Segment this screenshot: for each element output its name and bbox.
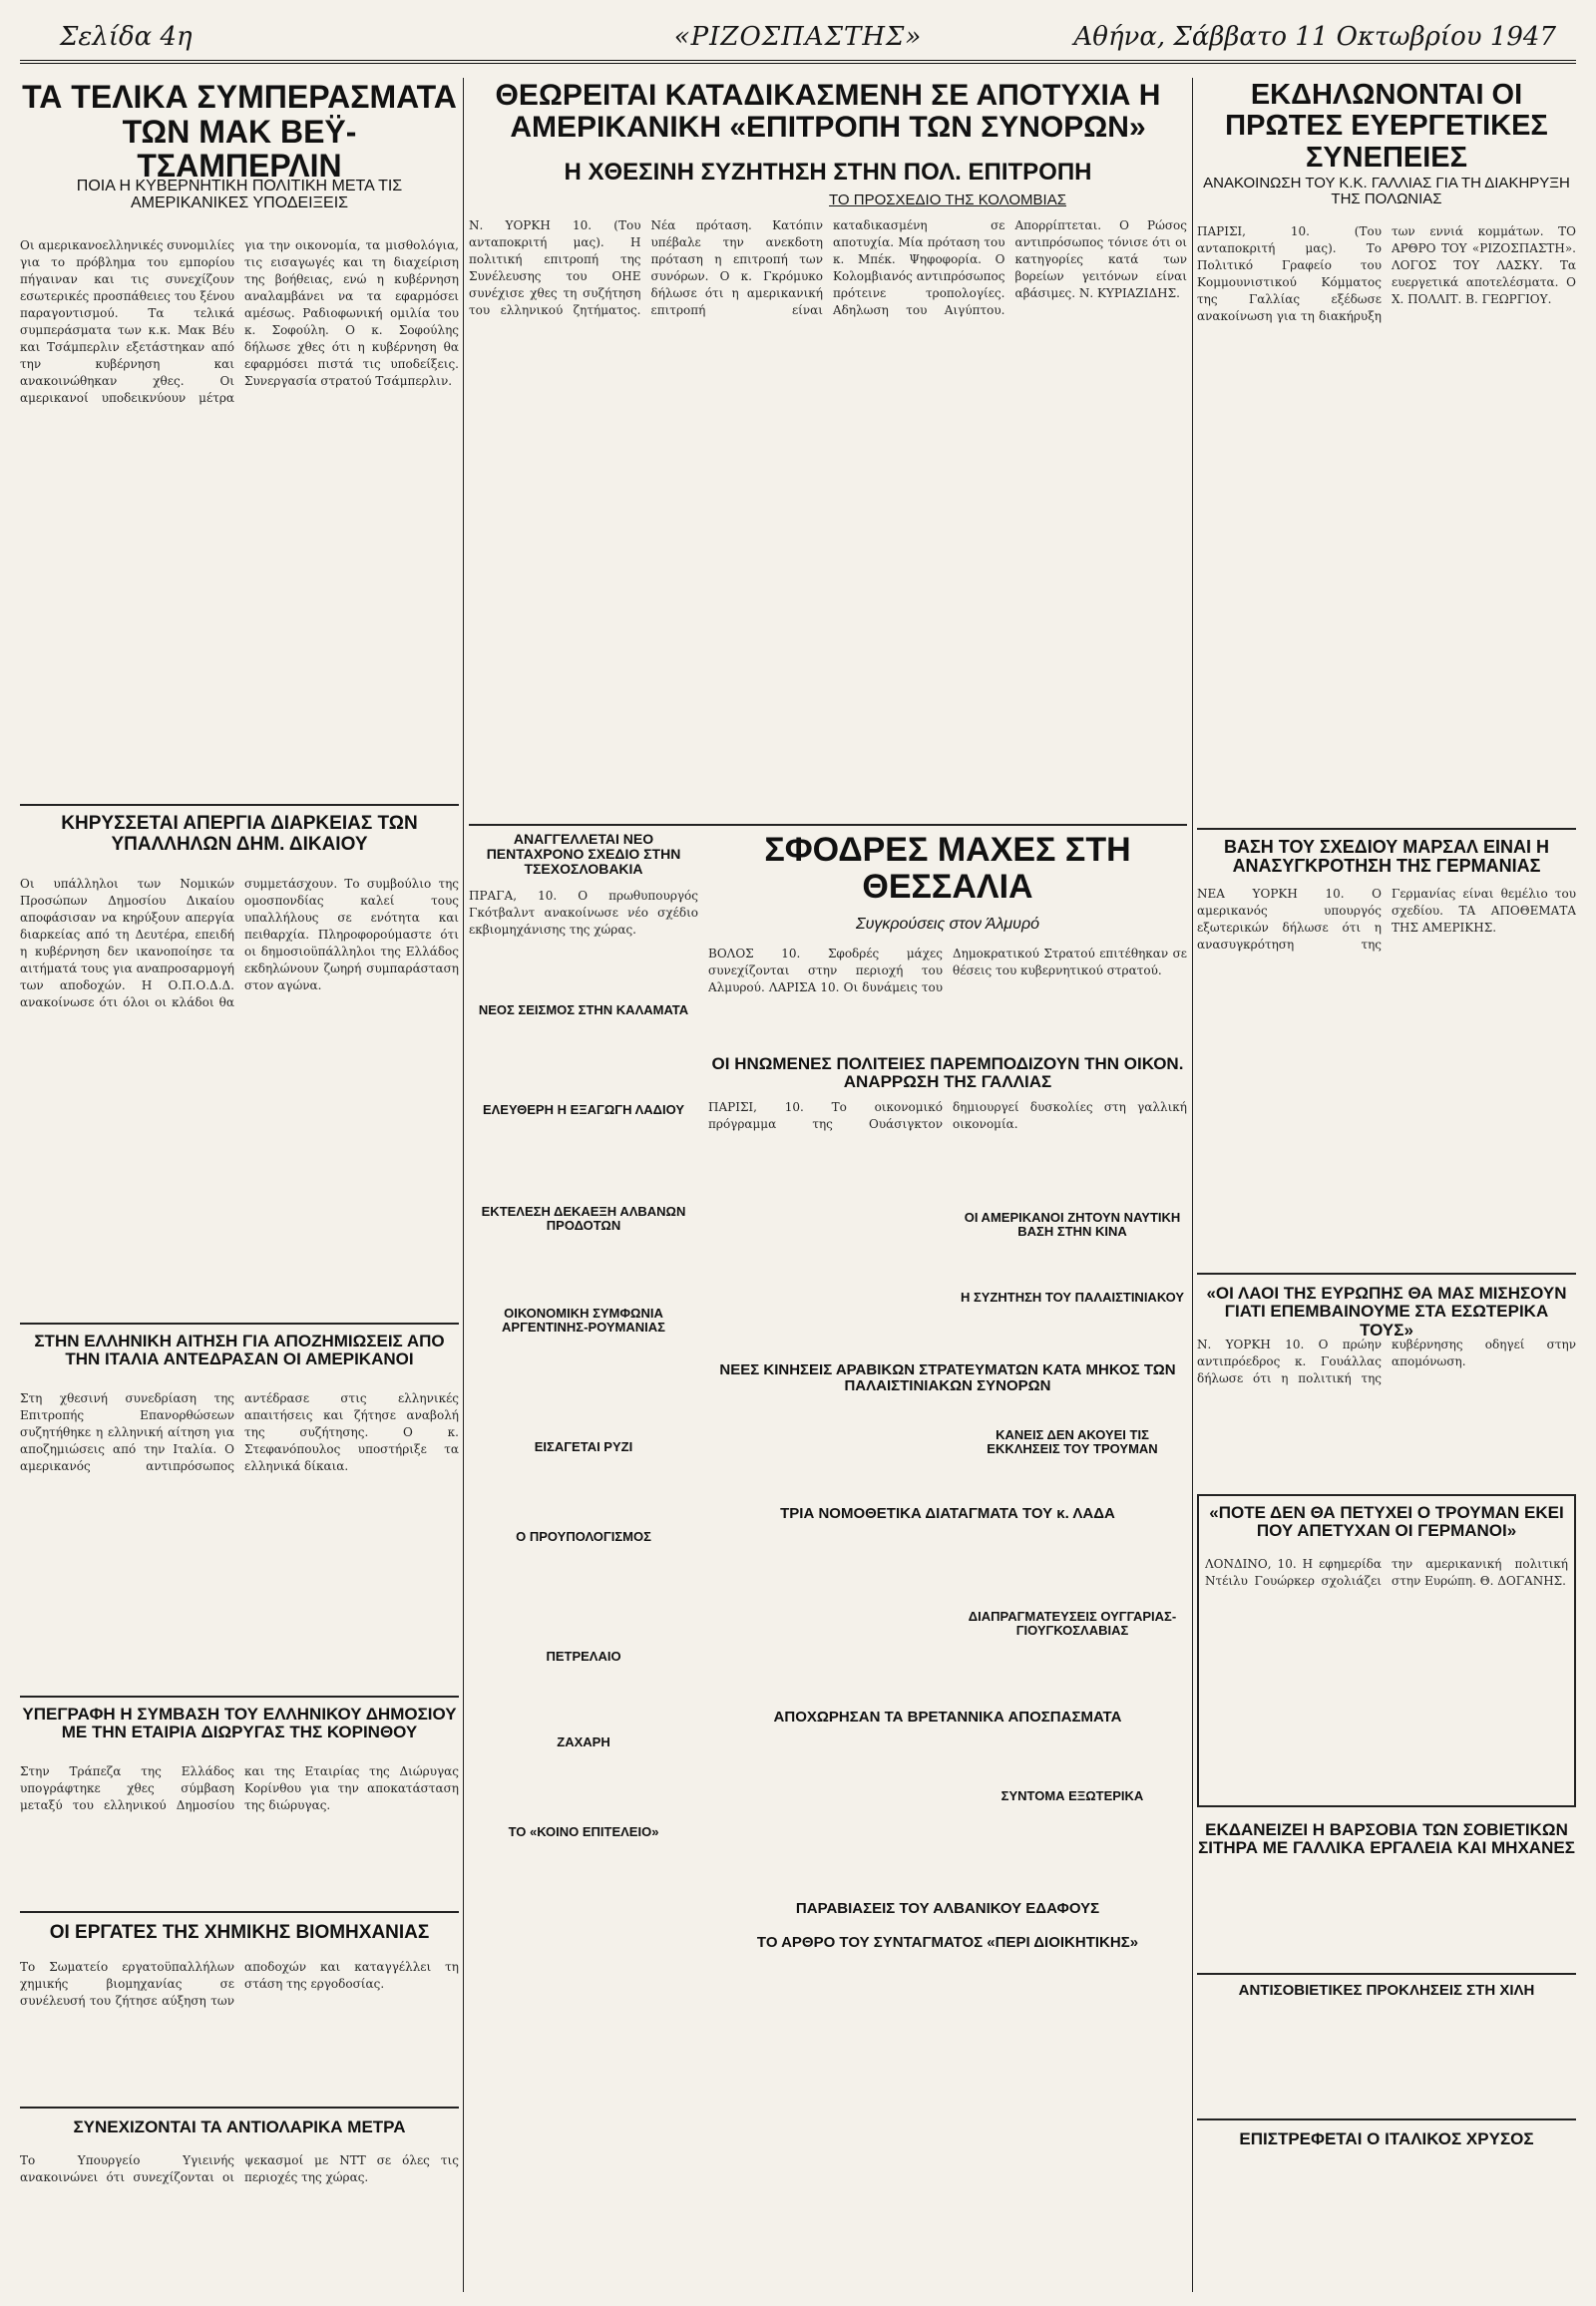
subheadline: ΑΝΑΚΟΙΝΩΣΗ ΤΟΥ Κ.Κ. ΓΑΛΛΙΑΣ ΓΙΑ ΤΗ ΔΙΑΚΗΡΥΞΗ ΤΗΣ ΠΟΛΩΝΙΑΣ	[1203, 175, 1570, 208]
headline-constitution-article: ΤΟ ΑΡΘΡΟ ΤΟΥ ΣΥΝΤΑΓΜΑΤΟΣ «ΠΕΡΙ ΔΙΟΙΚΗΤΙΚΗΣ»	[756, 1934, 1139, 1951]
divider	[20, 1323, 459, 1325]
article-body: ΠΑΡΙΣΙ, 10. Το οικονομικό πρόγραμμα της Ουάσιγκτον δημιουργεί δυσκολίες στη γαλλική οικονομία.	[708, 1100, 1187, 1131]
headline-czech-plan: ΑΝΑΓΓΕΛΛΕΤΑΙ ΝΕΟ ΠΕΝΤΑΧΡΟΝΟ ΣΧΕΔΙΟ ΣΤΗΝ ΤΣΕΧΟΣΛΟΒΑΚΙΑ	[486, 831, 681, 878]
headline-chemical-workers: ΟΙ ΕΡΓΑΤΕΣ ΤΗΣ ΧΗΜΙΚΗΣ ΒΙΟΜΗΧΑΝΙΑΣ	[49, 1922, 430, 1943]
headline-chile: ΑΝΤΙΣΟΒΙΕΤΙΚΕΣ ΠΡΟΚΛΗΣΕΙΣ ΣΤΗ ΧΙΛΗ	[1238, 1982, 1535, 1999]
center-subcolumn-left	[469, 832, 698, 2298]
headline-thessaly-battles: ΣΦΟΔΡΕΣ ΜΑΧΕΣ ΣΤΗ ΘΕΣΣΑΛΙΑ	[764, 831, 1131, 906]
article-body: Το Σωματείο εργατοϋπαλλήλων χημικής βιομηχανίας σε συνέλευσή του ζήτησε αύξηση των αποδοχών και καταγγέλλει τη στάση της εργοδοσίας.	[20, 1960, 459, 2008]
article-body: ΝΕΑ ΥΟΡΚΗ 10. Ο αμερικανός υπουργός εξωτερικών δήλωσε ότι η ανασυγκρότηση της Γερμανίας είναι θεμέλιο του σχεδίου. ΤΑ ΑΠΟΘΕΜΑΤΑ ΤΗΣ ΑΜΕΡΙΚΗΣ.	[1197, 887, 1576, 952]
column-left	[20, 78, 459, 2302]
center-subcolumn-right	[708, 832, 1187, 2298]
boxed-article	[1197, 1494, 1576, 1807]
headline-antimalaria: ΣΥΝΕΧΙΖΟΝΤΑΙ ΤΑ ΑΝΤΙΟΛΑΡΙΚΑ ΜΕΤΡΑ	[73, 2117, 406, 2136]
headline-rice: ΕΙΣΑΓΕΤΑΙ ΡΥΖΙ	[534, 1439, 633, 1454]
column-divider	[1192, 78, 1193, 2292]
headline-british-detachments: ΑΠΟΧΩΡΗΣΑΝ ΤΑ ΒΡΕΤΑΝΝΙΚΑ ΑΠΟΣΠΑΣΜΑΤΑ	[773, 1709, 1122, 1726]
article-body: ΠΡΑΓΑ, 10. Ο πρωθυπουργός Γκότβαλντ ανακοίνωσε νέο σχέδιο εκβιομηχάνισης της χώρας.	[469, 889, 698, 937]
article-body: Το Υπουργείο Υγιεινής ανακοινώνει ότι συνεχίζονται οι ψεκασμοί με ΝΤΤ σε όλες τις περιοχές της χώρας.	[20, 2153, 459, 2184]
column-center	[469, 78, 1187, 2302]
article-body: ΛΟΝΔΙΝΟ, 10. Η εφημερίδα Ντέιλυ Γουώρκερ σχολιάζει την αμερικανική πολιτική στην Ευρώπη. Θ. ΔΟΓΑΝΗΣ.	[1205, 1557, 1568, 1588]
kicker: ΤΟ ΠΡΟΣΧΕΔΙΟ ΤΗΣ ΚΟΛΟΜΒΙΑΣ	[829, 192, 1066, 208]
article-body: Στην Τράπεζα της Ελλάδος υπογράφτηκε χθες σύμβαση μεταξύ του ελληνικού Δημοσίου και της Εταιρίας της Διώρυγας Κορίνθου για την αποκατάσταση της διώρυγας.	[20, 1764, 459, 1812]
headline-earthquake: ΝΕΟΣ ΣΕΙΣΜΟΣ ΣΤΗΝ ΚΑΛΑΜΑΤΑ	[478, 1002, 689, 1017]
article-body: ΠΑΡΙΣΙ, 10. (Του ανταποκριτή μας). Το Πολιτικό Γραφείο του Κομμουνιστικού Κόμματος της Γαλλίας εξέδωσε ανακοίνωση για τη διακήρυξη των εννιά κομμάτων. ΤΟ ΑΡΘΡΟ ΤΟΥ «ΡΙΖΟΣΠΑΣΤΗ». ΛΟΓΟΣ ΤΟΥ ΛΑΣΚΥ. Τα ευεργετικά αποτελέσματα. Ο Χ. ΠΟΛΛΙΤ. Β. ΓΕΩΡΓΙΟΥ.	[1197, 224, 1576, 323]
subheadline: ΠΟΙΑ Η ΚΥΒΕΡΝΗΤΙΚΗ ΠΟΛΙΤΙΚΗ ΜΕΤΑ ΤΙΣ ΑΜΕΡΙΚΑΝΙΚΕΣ ΥΠΟΔΕΙΞΕΙΣ	[76, 178, 403, 212]
headline-oil-export: ΕΛΕΥΘΕΡΗ Η ΕΞΑΓΩΓΗ ΛΑΔΙΟΥ	[482, 1102, 685, 1117]
divider	[20, 804, 459, 806]
article-body: Ν. ΥΟΡΚΗ 10. (Του ανταποκριτή μας). Η πολιτική επιτροπή της Συνέλευσης του ΟΗΕ συνέχισε χθες τη συζήτηση του ελληνικού ζητήματος. Νέα πρόταση. Κατόπιν υπέβαλε την ανεκδοτη πρόταση η επιτροπή των συνόρων. Ο κ. Γκρόμυκο δήλωσε ότι η αμερικανική επιτροπή είναι καταδικασμένη σε αποτυχία. Μία πρόταση του κ. Μπέκ. Ψηφοφορία. Ο Κολομβιανός αντιπρόσωπος πρότεινε τροπολογίες. Αδηλωση του Αιγύπτου. Απορρίπτεται. Ο Ρώσος αντιπρόσωπος τόνισε ότι οι κατηγορίες κατά των βορείων γειτόνων είναι αβάσιμες. Ν. ΚΥΡΙΑΖΙΔΗΣ.	[469, 218, 1187, 317]
divider	[1197, 828, 1576, 830]
headline-hungary-yugoslavia: ΔΙΑΠΡΑΓΜΑΤΕΥΣΕΙΣ ΟΥΓΓΑΡΙΑΣ-ΓΙΟΥΓΚΟΣΛΑΒΙΑΣ	[968, 1609, 1177, 1639]
column-right	[1197, 78, 1576, 2302]
headline-soviet-grain: ΕΚΔΑΝΕΙΖΕΙ Η ΒΑΡΣΟΒΙΑ ΤΩΝ ΣΟΒΙΕΤΙΚΩΝ ΣΙΤΗΡΑ ΜΕ ΓΑΛΛΙΚΑ ΕΡΓΑΛΕΙΑ ΚΑΙ ΜΗΧΑΝΕΣ	[1198, 1820, 1575, 1858]
headline-marshall-germany: ΒΑΣΗ ΤΟΥ ΣΧΕΔΙΟΥ ΜΑΡΣΑΛ ΕΙΝΑΙ Η ΑΝΑΣΥΓΚΡΟΤΗΣΗ ΤΗΣ ΓΕΡΜΑΝΙΑΣ	[1223, 837, 1550, 877]
article-body: ΒΟΛΟΣ 10. Σφοδρές μάχες συνεχίζονται στην περιοχή του Αλμυρού. ΛΑΡΙΣΑ 10. Οι δυνάμεις του Δημοκρατικού Στρατού επιτέθηκαν σε θέσεις του κυβερνητικού στρατού.	[708, 947, 1187, 994]
headline-truman-appeals: ΚΑΝΕΙΣ ΔΕΝ ΑΚΟΥΕΙ ΤΙΣ ΕΚΚΛΗΣΕΙΣ ΤΟΥ ΤΡΟΥΜΑΝ	[987, 1427, 1158, 1457]
headline-strike: ΚΗΡΥΣΣΕΤΑΙ ΑΠΕΡΓΙΑ ΔΙΑΡΚΕΙΑΣ ΤΩΝ ΥΠΑΛΛΗΛΩΝ ΔΗΜ. ΔΙΚΑΙΟΥ	[61, 813, 418, 855]
headline-beneficial-effects: ΕΚΔΗΛΩΝΟΝΤΑΙ ΟΙ ΠΡΩΤΕΣ ΕΥΕΡΓΕΤΙΚΕΣ ΣΥΝΕΠΕΙΕΣ	[1225, 79, 1548, 174]
headline-foreign-briefs: ΣΥΝΤΟΜΑ ΕΞΩΤΕΡΙΚΑ	[1000, 1788, 1144, 1803]
subheadline: Η ΧΘΕΣΙΝΗ ΣΥΖΗΤΗΣΗ ΣΤΗΝ ΠΟΛ. ΕΠΙΤΡΟΠΗ	[564, 159, 1092, 186]
article-body: Οι αμερικανοελληνικές συνομιλίες για το πρόβλημα του εμπορίου πήγαιναν και τις συνεχίζουν εσωτερικές προσπάθειες του ξένου παραγοντισμού. Τα τελικά συμπεράσματα των κ.κ. Μακ Βέυ και Τσάμπερλιν εξετάστηκαν από την κυβέρνηση και ανακοινώθηκαν χθες. Οι αμερικανοί υποδεικνύουν μέτρα για την οικονομία, τα μισθολόγια, τις εισαγωγές και τη διαχείριση της βοήθειας, ενώ η κυβέρνηση αναλαμβάνει να τα εφαρμόσει αμέσως. Ραδιοφωνική ομιλία του κ. Σοφούλη. Ο κ. Σοφούλης δήλωσε χθες ότι η κυβέρνηση θα εφαρμόσει πιστά τις υποδείξεις. Συνεργασία στρατού Τσάμπερλιν.	[20, 238, 459, 405]
newspaper-name: «ΡΙΖΟΣΠΑΣΤΗΣ»	[673, 22, 923, 52]
page-number: Σελίδα 4η	[60, 22, 193, 52]
headline-peoples-of-europe: «ΟΙ ΛΑΟΙ ΤΗΣ ΕΥΡΩΠΗΣ ΘΑ ΜΑΣ ΜΙΣΗΣΟΥΝ ΓΙΑΤΙ ΕΠΕΜΒΑΙΝΟΥΜΕ ΣΤΑ ΕΣΩΤΕΡΙΚΑ ΤΟΥΣ»	[1206, 1284, 1567, 1340]
headline-corinth-canal: ΥΠΕΓΡΑΦΗ Η ΣΥΜΒΑΣΗ ΤΟΥ ΕΛΛΗΝΙΚΟΥ ΔΗΜΟΣΙΟΥ ΜΕ ΤΗΝ ΕΤΑΙΡΙΑ ΔΙΩΡΥΓΑΣ ΤΗΣ ΚΟΡΙΝΘΟΥ	[22, 1705, 457, 1742]
divider	[1197, 2118, 1576, 2120]
headline-us-france: ΟΙ ΗΝΩΜΕΝΕΣ ΠΟΛΙΤΕΙΕΣ ΠΑΡΕΜΠΟΔΙΖΟΥΝ ΤΗΝ ΟΙΚΟΝ. ΑΝΑΡΡΩΣΗ ΤΗΣ ΓΑΛΛΙΑΣ	[711, 1054, 1184, 1092]
divider	[1197, 1973, 1576, 1975]
article-body: Στη χθεσινή συνεδρίαση της Επιτροπής Επανορθώσεων συζητήθηκε η ελληνική αίτηση για αποζημιώσεις από την Ιταλία. Ο αμερικανός αντιπρόσωπος αντέδρασε στις ελληνικές απαιτήσεις και ζήτησε αναβολή της συζήτησης. Ο κ. Στεφανόπουλος υποστήριξε τα ελληνικά δίκαια.	[20, 1391, 459, 1473]
headline-sugar: ΖΑΧΑΡΗ	[557, 1734, 610, 1749]
headline-ladas-decrees: ΤΡΙΑ ΝΟΜΟΘΕΤΙΚΑ ΔΙΑΤΑΓΜΑΤΑ ΤΟΥ κ. ΛΑΔΑ	[780, 1505, 1115, 1522]
headline-budget: Ο ΠΡΟΥΠΟΛΟΓΙΣΜΟΣ	[516, 1529, 651, 1544]
divider	[1197, 1273, 1576, 1275]
divider	[469, 824, 1187, 826]
issue-date: Αθήνα, Σάββατο 11 Οκτωβρίου 1947	[1073, 22, 1556, 52]
headline-joint-staff: ΤΟ «ΚΟΙΝΟ ΕΠΙΤΕΛΕΙΟ»	[508, 1824, 659, 1839]
headline-argentina-romania: ΟΙΚΟΝΟΜΙΚΗ ΣΥΜΦΩΝΙΑ ΑΡΓΕΝΤΙΝΗΣ-ΡΟΥΜΑΝΙΑΣ	[502, 1306, 665, 1336]
headline-albanian-violations: ΠΑΡΑΒΙΑΣΕΙΣ ΤΟΥ ΑΛΒΑΝΙΚΟΥ ΕΔΑΦΟΥΣ	[795, 1900, 1100, 1917]
column-divider	[463, 78, 464, 2292]
divider	[20, 2107, 459, 2109]
headline-final-conclusions: ΤΑ ΤΕΛΙΚΑ ΣΥΜΠΕΡΑΣΜΑΤΑ ΤΩΝ ΜΑΚ ΒΕΫ-ΤΣΑΜΠΕΡΛΙΝ	[22, 79, 457, 185]
headline-china-base: ΟΙ ΑΜΕΡΙΚΑΝΟΙ ΖΗΤΟΥΝ ΝΑΥΤΙΚΗ ΒΑΣΗ ΣΤΗΝ ΚΙΝΑ	[964, 1210, 1181, 1240]
divider	[20, 1696, 459, 1698]
subheadline: Συγκρούσεις στον Άλμυρό	[855, 916, 1040, 933]
divider	[20, 1911, 459, 1913]
headline-italian-gold: ΕΠΙΣΤΡΕΦΕΤΑΙ Ο ΙΤΑΛΙΚΟΣ ΧΡΥΣΟΣ	[1239, 2129, 1534, 2148]
headline-oil: ΠΕΤΡΕΛΑΙΟ	[546, 1649, 621, 1664]
masthead	[20, 16, 1576, 64]
article-body: Οι υπάλληλοι των Νομικών Προσώπων Δημοσίου Δικαίου αποφάσισαν να κηρύξουν απεργία διαρκείας από τη Δευτέρα, επειδή η κυβέρνηση δεν ικανοποίησε τα αιτήματά τους για αναπροσαρμογή των αποδοχών. Η Ο.Π.Ο.Δ.Δ. ανακοίνωσε ότι όλοι οι κλάδοι θα συμμετάσχουν. Το συμβούλιο της ομοσπονδίας καλεί τους υπαλλήλους σε ενότητα και πειθαρχία. Πληροφορούμαστε ότι οι δημοσιοϋπάλληλοι της Ελλάδος εκδηλώνουν ζωηρή συμπαράσταση στον αγώνα.	[20, 877, 459, 1009]
headline-border-committee: ΘΕΩΡΕΙΤΑΙ ΚΑΤΑΔΙΚΑΣΜΕΝΗ ΣΕ ΑΠΟΤΥΧΙΑ Η ΑΜΕΡΙΚΑΝΙΚΗ «ΕΠΙΤΡΟΠΗ ΤΩΝ ΣΥΝΟΡΩΝ»	[495, 79, 1161, 145]
headline-truman-germans: «ΠΟΤΕ ΔΕΝ ΘΑ ΠΕΤΥΧΕΙ Ο ΤΡΟΥΜΑΝ ΕΚΕΙ ΠΟΥ ΑΠΕΤΥΧΑΝ ΟΙ ΓΕΡΜΑΝΟΙ»	[1209, 1503, 1564, 1541]
headline-arab-armies: ΝΕΕΣ ΚΙΝΗΣΕΙΣ ΑΡΑΒΙΚΩΝ ΣΤΡΑΤΕΥΜΑΤΩΝ ΚΑΤΑ ΜΗΚΟΣ ΤΩΝ ΠΑΛΑΙΣΤΙΝΙΑΚΩΝ ΣΥΝΟΡΩΝ	[719, 1361, 1176, 1395]
article-body: Ν. ΥΟΡΚΗ 10. Ο πρώην αντιπρόεδρος κ. Γουάλλας δήλωσε ότι η πολιτική της κυβέρνησης οδηγεί στην απομόνωση.	[1197, 1338, 1576, 1385]
headline-palestine: Η ΣΥΖΗΤΗΣΗ ΤΟΥ ΠΑΛΑΙΣΤΙΝΙΑΚΟΥ	[960, 1290, 1185, 1305]
headline-albanian-execution: ΕΚΤΕΛΕΣΗ ΔΕΚΑΕΞΗ ΑΛΒΑΝΩΝ ΠΡΟΔΟΤΩΝ	[481, 1204, 686, 1234]
headline-italy-reparations: ΣΤΗΝ ΕΛΛΗΝΙΚΗ ΑΙΤΗΣΗ ΓΙΑ ΑΠΟΖΗΜΙΩΣΕΙΣ ΑΠΟ ΤΗΝ ΙΤΑΛΙΑ ΑΝΤΕΔΡΑΣΑΝ ΟΙ ΑΜΕΡΙΚΑΝΟΙ	[34, 1332, 445, 1369]
